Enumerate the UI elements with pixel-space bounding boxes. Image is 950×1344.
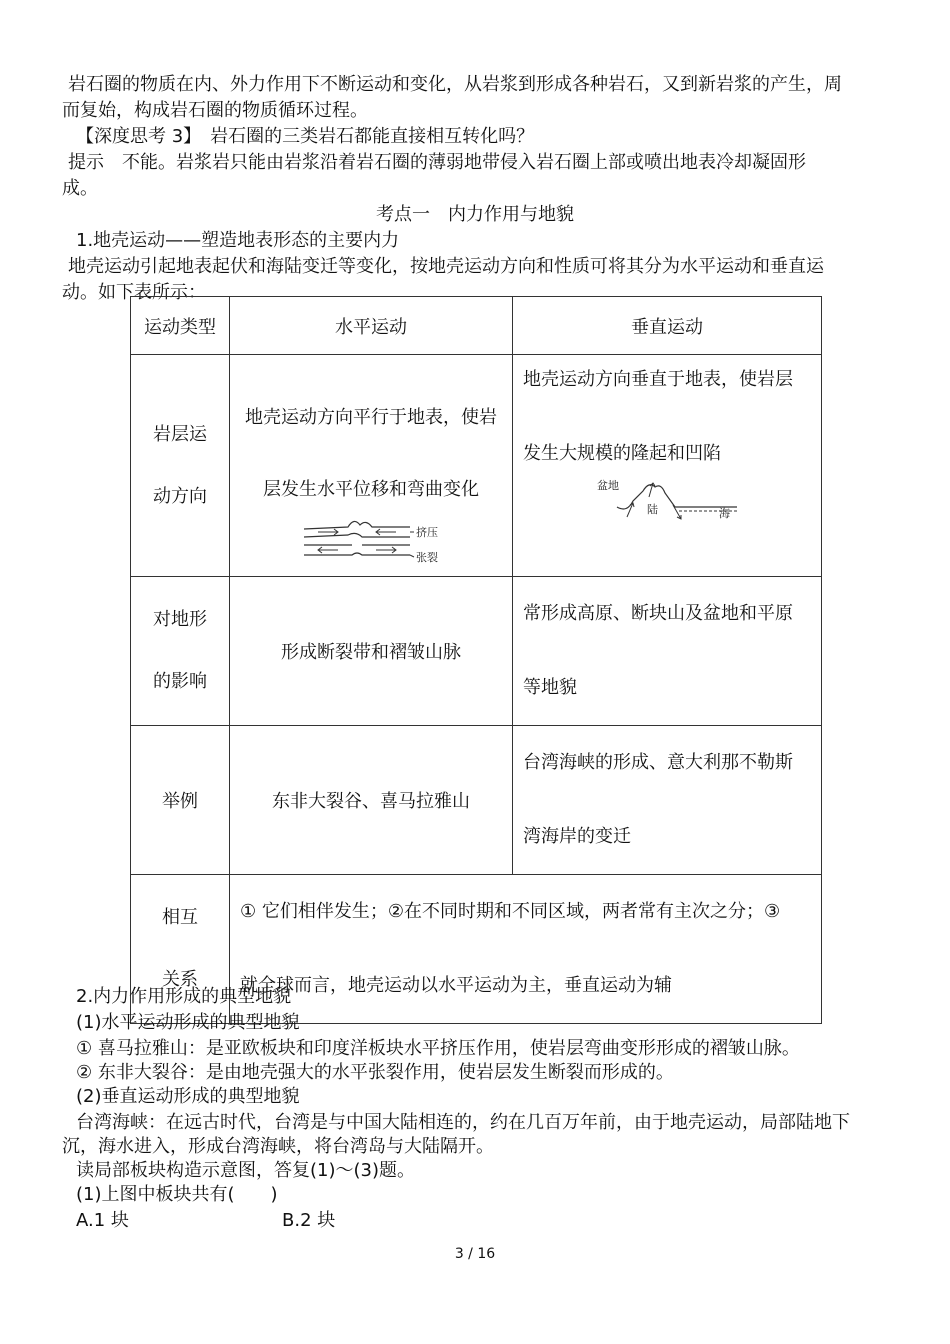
heading-1: 1.地壳运动——塑造地表形态的主要内力 xyxy=(76,230,400,251)
text-line: 岩石圈的物质在内、外力作用下不断运动和变化，从岩浆到形成各种岩石，又到新岩浆的产生，周 xyxy=(68,74,842,95)
vertical-direction-cell xyxy=(513,355,822,577)
list-item: ① 喜马拉雅山：是亚欧板块和印度洋板块水平挤压作用，使岩层弯曲变形形成的褶皱山脉。 xyxy=(76,1038,800,1059)
heading-2: 2.内力作用形成的典型地貌 xyxy=(76,986,292,1007)
row-label-line: 动方向 xyxy=(153,485,207,507)
row-label-line: 岩层运 xyxy=(153,423,207,445)
row-label-line: 的影响 xyxy=(153,671,207,692)
basin-label: 盆地 xyxy=(597,479,619,492)
text-line: 沉，海水进入，形成台湾海峡，将台湾岛与大陆隔开。 xyxy=(62,1136,494,1157)
crustal-movement-table xyxy=(130,296,822,1024)
cell: 东非大裂谷、喜马拉雅山 xyxy=(230,726,513,875)
table-row xyxy=(131,577,822,726)
cell-line: 就全球而言，地壳运动以水平运动为主，垂直运动为辅 xyxy=(240,975,672,996)
cell xyxy=(513,577,822,726)
text-line: 动。如下表所示： xyxy=(62,282,206,303)
squeeze-label: 挤压 xyxy=(416,526,438,539)
vertical-movement-diagram xyxy=(597,473,747,529)
table-header-row xyxy=(131,297,822,355)
hint-line: 提示 不能。岩浆岩只能由岩浆沿着岩石圈的薄弱地带侵入岩石圈上部或喷出地表冷却凝固形 xyxy=(68,152,806,173)
cell-line: 湾海岸的变迁 xyxy=(523,826,631,847)
option-b[interactable]: B.2 块 xyxy=(282,1210,336,1231)
subheading: (2)垂直运动形成的典型地貌 xyxy=(76,1086,300,1107)
table-row xyxy=(131,726,822,875)
horizontal-direction-cell xyxy=(230,355,513,577)
question: (1)上图中板块共有( ) xyxy=(76,1184,278,1205)
subheading: (1)水平运动形成的典型地貌 xyxy=(76,1012,300,1033)
row-label-line: 对地形 xyxy=(153,609,207,630)
text-line: 而复始，构成岩石圈的物质循环过程。 xyxy=(62,100,368,121)
text-line: 台湾海峡：在远古时代，台湾是与中国大陆相连的，约在几百万年前，由于地壳运动，局部陆地下 xyxy=(76,1112,850,1133)
cell-line: 常形成高原、断块山及盆地和平原 xyxy=(523,603,793,624)
cell-line: 地壳运动方向平行于地表，使岩 xyxy=(245,407,497,428)
text-line: 地壳运动引起地表起伏和海陆变迁等变化，按地壳运动方向和性质可将其分为水平运动和垂直运 xyxy=(68,256,824,277)
row-label xyxy=(131,355,230,577)
cell-line: ① 它们相伴发生；②在不同时期和不同区域，两者常有主次之分；③ xyxy=(240,901,781,922)
header-cell: 运动类型 xyxy=(131,297,230,355)
row-label-line: 关系 xyxy=(162,969,198,990)
row-label xyxy=(131,577,230,726)
cell-line: 发生大规模的隆起和凹陷 xyxy=(523,443,721,464)
question-intro: 读局部板块构造示意图，答复(1)～(3)题。 xyxy=(76,1160,415,1181)
cell-line: 地壳运动方向垂直于地表，使岩层 xyxy=(523,369,793,390)
list-item: ② 东非大裂谷：是由地壳强大的水平张裂作用，使岩层发生断裂而形成的。 xyxy=(76,1062,674,1083)
row-label: 举例 xyxy=(131,726,230,875)
hint-line: 成。 xyxy=(62,178,98,199)
deep-thinking-title: 【深度思考 3】 岩石圈的三类岩石都能直接相互转化吗？ xyxy=(76,126,535,147)
cell xyxy=(513,726,822,875)
sea-label: 海 xyxy=(719,507,730,520)
cell-line: 等地貌 xyxy=(523,677,577,698)
header-cell: 垂直运动 xyxy=(513,297,822,355)
table-row xyxy=(131,355,822,577)
rift-label: 张裂 xyxy=(416,551,438,564)
row-label-line: 相互 xyxy=(162,907,198,928)
cell-line: 层发生水平位移和弯曲变化 xyxy=(263,479,479,500)
cell: 形成断裂带和褶皱山脉 xyxy=(230,577,513,726)
page-number: 3 / 16 xyxy=(454,1246,496,1262)
land-label: 陆 xyxy=(647,503,658,516)
cell-line: 台湾海峡的形成、意大利那不勒斯 xyxy=(523,752,793,773)
option-a[interactable]: A.1 块 xyxy=(76,1210,129,1231)
section-title: 考点一 内力作用与地貌 xyxy=(376,204,574,225)
header-cell: 水平运动 xyxy=(230,297,513,355)
